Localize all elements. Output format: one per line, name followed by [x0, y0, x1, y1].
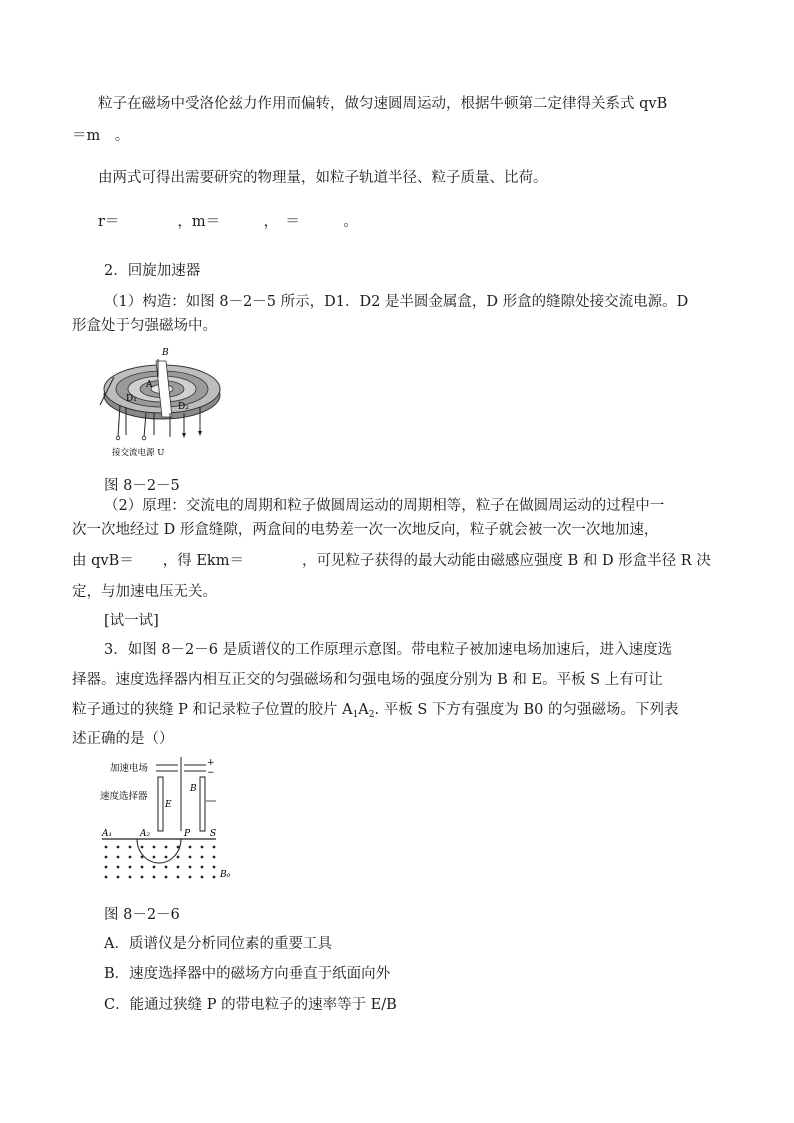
paragraph-line: 形盒处于匀强磁场中。	[72, 318, 217, 334]
paragraph-line: 由 qvB＝ ，得 Ekm＝ ，可见粒子获得的最大动能由磁感应强度 B 和 D 形盒半径 R 决	[72, 553, 711, 569]
figure-label-B: B	[162, 348, 169, 358]
label-A1: A₁	[102, 829, 113, 839]
label-S: S	[210, 829, 217, 839]
question-line	[72, 700, 678, 725]
paragraph-line: ＝m 。	[72, 128, 130, 144]
label-B0: B₀	[220, 870, 231, 880]
label-E: E	[165, 800, 172, 810]
figure-caption: 图 8－2－6	[104, 907, 180, 923]
figure-label-source: 接交流电源 U	[112, 448, 165, 458]
section-heading: 2．回旋加速器	[104, 263, 201, 279]
question-line: 择器。速度选择器内相互正交的匀强磁场和匀强电场的强度分别为 B 和 E。平板 S 上有可让	[72, 672, 663, 688]
label-B: B	[190, 784, 197, 794]
paragraph-line: 由两式可得出需要研究的物理量，如粒子轨道半径、粒子质量、比荷。	[98, 170, 548, 186]
cyclotron-figure	[96, 343, 226, 463]
paragraph-line: 定，与加速电压无关。	[72, 584, 217, 600]
formula-blanks-line: r＝ ，m＝ ， ＝ 。	[98, 214, 358, 230]
label-accel-field: 加速电场	[110, 763, 149, 774]
paragraph-line: （2）原理：交流电的周期和粒子做圆周运动的周期相等，粒子在做圆周运动的过程中一	[104, 498, 665, 514]
figure-caption: 图 8－2－5	[104, 478, 180, 494]
question-line: 3．如图 8－2－6 是质谱仪的工作原理示意图。带电粒子被加速电场加速后，进入速度选	[104, 642, 673, 658]
option-a: A．质谱仪是分析同位素的重要工具	[104, 936, 332, 952]
figure-label-A: A	[146, 380, 153, 390]
label-P: P	[184, 829, 191, 839]
question-text: 粒子通过的狭缝 P 和记录粒子位置的胶片 A	[72, 702, 353, 718]
mass-spectrometer-figure	[96, 755, 246, 893]
paragraph-line: 粒子在磁场中受洛伦兹力作用而偏转，做匀速圆周运动，根据牛顿第二定律得关系式 qvB	[98, 96, 668, 112]
paragraph-line: 次一次地经过 D 形盒缝隙，两盒间的电势差一次一次地反向，粒子就会被一次一次地加速，	[72, 522, 659, 538]
paragraph-line: （1）构造：如图 8－2－5 所示，D1．D2 是半圆金属盒，D 形盒的缝隙处接交流电源。D	[104, 294, 689, 310]
figure-label-D1: D₁	[126, 394, 137, 404]
label-A2: A₂	[140, 829, 151, 839]
subscript: 2	[368, 710, 375, 720]
question-text: . 平板 S 下方有强度为 B0 的匀强磁场。下列表	[374, 702, 679, 718]
label-velocity-selector: 速度选择器	[100, 791, 148, 802]
question-line: 述正确的是（）	[72, 731, 174, 747]
try-label: [试一试]	[104, 613, 159, 629]
label-plus: +	[207, 758, 215, 768]
option-b: B．速度选择器中的磁场方向垂直于纸面向外	[104, 966, 391, 982]
subscript: 1	[352, 710, 359, 720]
option-c: C．能通过狭缝 P 的带电粒子的速率等于 E/B	[104, 997, 397, 1013]
label-minus: −	[207, 768, 215, 778]
figure-label-D2: D₂	[178, 402, 189, 412]
question-text: A	[358, 702, 369, 718]
